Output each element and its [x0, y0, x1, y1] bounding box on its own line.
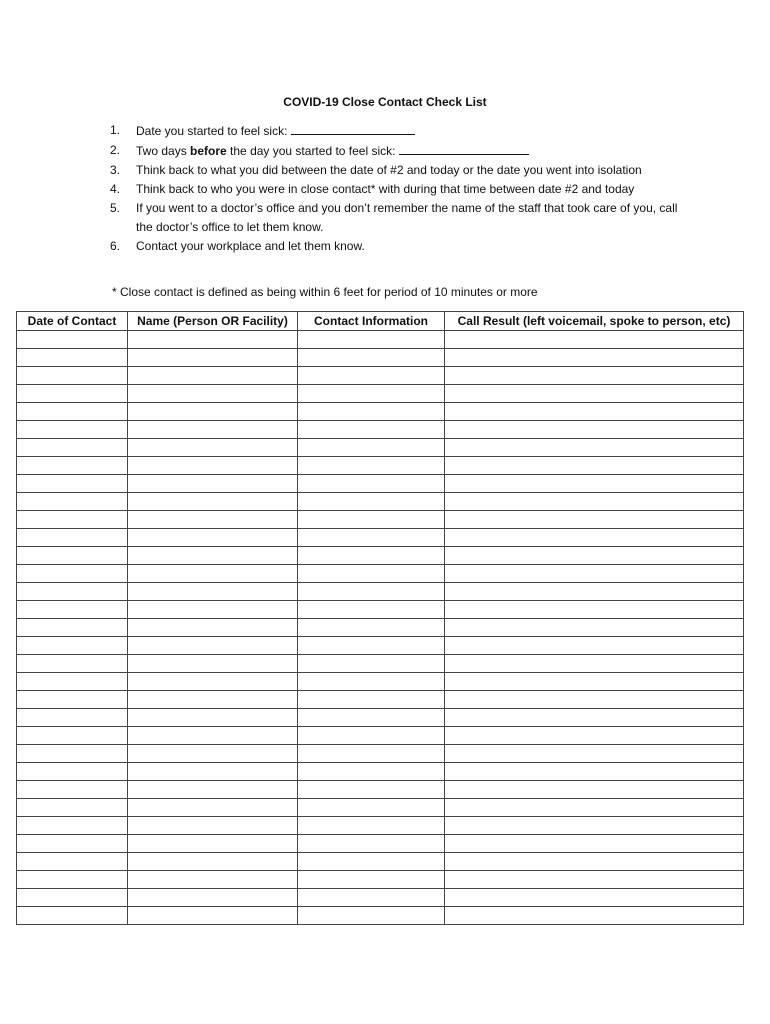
contact-info-cell[interactable] [298, 439, 445, 457]
contact-info-cell[interactable] [298, 673, 445, 691]
instructions-list [110, 121, 690, 256]
date-cell[interactable] [17, 709, 128, 727]
step-emphasis: before [190, 144, 227, 158]
name-cell[interactable] [128, 907, 298, 925]
table-row [17, 511, 744, 529]
table-row [17, 745, 744, 763]
contact-info-cell[interactable] [298, 493, 445, 511]
step-number: 5. [110, 201, 121, 215]
name-cell[interactable] [128, 655, 298, 673]
table-row [17, 493, 744, 511]
name-cell[interactable] [128, 871, 298, 889]
call-result-cell[interactable] [445, 763, 744, 781]
contact-info-cell[interactable] [298, 709, 445, 727]
table-row [17, 691, 744, 709]
instruction-step [110, 141, 690, 161]
call-result-cell[interactable] [445, 367, 744, 385]
name-cell[interactable] [128, 475, 298, 493]
contact-info-cell[interactable] [298, 853, 445, 871]
call-result-cell[interactable] [445, 349, 744, 367]
contact-info-cell[interactable] [298, 907, 445, 925]
name-cell[interactable] [128, 709, 298, 727]
call-result-cell[interactable] [445, 511, 744, 529]
date-cell[interactable] [17, 331, 128, 349]
name-cell[interactable] [128, 349, 298, 367]
contact-log-table [16, 311, 744, 925]
contact-info-cell[interactable] [298, 601, 445, 619]
name-cell[interactable] [128, 493, 298, 511]
contact-info-cell[interactable] [298, 511, 445, 529]
call-result-cell[interactable] [445, 385, 744, 403]
step-text: If you went to a doctor’s office and you don’t remember the name of the staff that took care of you, call the doctor’s office to let them know. [136, 201, 678, 234]
column-header-contact-info: Contact Information [298, 312, 445, 331]
table-row [17, 601, 744, 619]
table-row [17, 907, 744, 925]
name-cell[interactable] [128, 403, 298, 421]
name-cell[interactable] [128, 367, 298, 385]
table-row [17, 331, 744, 349]
call-result-cell[interactable] [445, 907, 744, 925]
call-result-cell[interactable] [445, 889, 744, 907]
call-result-cell[interactable] [445, 619, 744, 637]
name-cell[interactable] [128, 601, 298, 619]
table-row [17, 655, 744, 673]
table-row [17, 475, 744, 493]
contact-info-cell[interactable] [298, 619, 445, 637]
contact-info-cell[interactable] [298, 817, 445, 835]
call-result-cell[interactable] [445, 745, 744, 763]
call-result-cell[interactable] [445, 421, 744, 439]
name-cell[interactable] [128, 385, 298, 403]
date-cell[interactable] [17, 565, 128, 583]
step-text: Two days [136, 144, 191, 158]
contact-info-cell[interactable] [298, 889, 445, 907]
date-cell[interactable] [17, 889, 128, 907]
contact-rows [17, 331, 744, 925]
sick-date-blank-line[interactable] [291, 121, 415, 135]
table-row [17, 853, 744, 871]
date-cell[interactable] [17, 601, 128, 619]
date-cell[interactable] [17, 673, 128, 691]
contact-info-cell[interactable] [298, 403, 445, 421]
call-result-cell[interactable] [445, 601, 744, 619]
name-cell[interactable] [128, 745, 298, 763]
date-cell[interactable] [17, 439, 128, 457]
date-cell[interactable] [17, 655, 128, 673]
table-row [17, 565, 744, 583]
date-cell[interactable] [17, 637, 128, 655]
call-result-cell[interactable] [445, 583, 744, 601]
date-cell[interactable] [17, 367, 128, 385]
step-text: Date you started to feel sick: [136, 124, 288, 138]
table-row [17, 403, 744, 421]
call-result-cell[interactable] [445, 673, 744, 691]
contact-info-cell[interactable] [298, 475, 445, 493]
table-header-row [17, 312, 744, 331]
date-cell[interactable] [17, 493, 128, 511]
call-result-cell[interactable] [445, 637, 744, 655]
table-row [17, 583, 744, 601]
date-cell[interactable] [17, 511, 128, 529]
date-cell[interactable] [17, 853, 128, 871]
call-result-cell[interactable] [445, 331, 744, 349]
name-cell[interactable] [128, 889, 298, 907]
call-result-cell[interactable] [445, 835, 744, 853]
step-text: the day you started to feel sick: [226, 144, 396, 158]
call-result-cell[interactable] [445, 493, 744, 511]
step-text: Contact your workplace and let them know. [136, 239, 365, 253]
call-result-cell[interactable] [445, 691, 744, 709]
date-cell[interactable] [17, 745, 128, 763]
column-header-name: Name (Person OR Facility) [128, 312, 298, 331]
call-result-cell[interactable] [445, 871, 744, 889]
table-row [17, 547, 744, 565]
table-row [17, 385, 744, 403]
name-cell[interactable] [128, 583, 298, 601]
table-row [17, 781, 744, 799]
table-row [17, 421, 744, 439]
date-cell[interactable] [17, 475, 128, 493]
table-row [17, 727, 744, 745]
name-cell[interactable] [128, 835, 298, 853]
name-cell[interactable] [128, 637, 298, 655]
instruction-step [110, 199, 690, 237]
contact-info-cell[interactable] [298, 799, 445, 817]
step-number: 4. [110, 182, 121, 196]
contact-info-cell[interactable] [298, 745, 445, 763]
table-row [17, 889, 744, 907]
contact-info-cell[interactable] [298, 385, 445, 403]
table-row [17, 763, 744, 781]
call-result-cell[interactable] [445, 439, 744, 457]
name-cell[interactable] [128, 853, 298, 871]
date-cell[interactable] [17, 781, 128, 799]
step-number: 2. [110, 143, 121, 157]
name-cell[interactable] [128, 457, 298, 475]
date-cell[interactable] [17, 799, 128, 817]
contact-info-cell[interactable] [298, 781, 445, 799]
two-days-before-blank-line[interactable] [399, 141, 529, 155]
name-cell[interactable] [128, 727, 298, 745]
call-result-cell[interactable] [445, 853, 744, 871]
instruction-step [110, 121, 690, 141]
step-number: 3. [110, 163, 121, 177]
name-cell[interactable] [128, 763, 298, 781]
name-cell[interactable] [128, 331, 298, 349]
name-cell[interactable] [128, 619, 298, 637]
table-row [17, 367, 744, 385]
date-cell[interactable] [17, 727, 128, 745]
contact-info-cell[interactable] [298, 331, 445, 349]
date-cell[interactable] [17, 349, 128, 367]
call-result-cell[interactable] [445, 565, 744, 583]
call-result-cell[interactable] [445, 403, 744, 421]
contact-info-cell[interactable] [298, 529, 445, 547]
name-cell[interactable] [128, 529, 298, 547]
name-cell[interactable] [128, 421, 298, 439]
table-row [17, 349, 744, 367]
table-row [17, 799, 744, 817]
step-text: Think back to what you did between the date of #2 and today or the date you went into isolation [136, 163, 642, 177]
name-cell[interactable] [128, 547, 298, 565]
table-row [17, 529, 744, 547]
date-cell[interactable] [17, 529, 128, 547]
call-result-cell[interactable] [445, 709, 744, 727]
name-cell[interactable] [128, 673, 298, 691]
date-cell[interactable] [17, 619, 128, 637]
instruction-step [110, 180, 690, 199]
instruction-step [110, 237, 690, 256]
name-cell[interactable] [128, 781, 298, 799]
table-row [17, 709, 744, 727]
contact-info-cell[interactable] [298, 871, 445, 889]
date-cell[interactable] [17, 583, 128, 601]
contact-info-cell[interactable] [298, 727, 445, 745]
date-cell[interactable] [17, 403, 128, 421]
date-cell[interactable] [17, 763, 128, 781]
step-number: 1. [110, 123, 121, 137]
call-result-cell[interactable] [445, 781, 744, 799]
date-cell[interactable] [17, 691, 128, 709]
table-row [17, 817, 744, 835]
page-title: COVID-19 Close Contact Check List [283, 95, 487, 109]
contact-info-cell[interactable] [298, 349, 445, 367]
contact-info-cell[interactable] [298, 637, 445, 655]
date-cell[interactable] [17, 817, 128, 835]
step-text: Think back to who you were in close contact* with during that time between date #2 and today [136, 182, 635, 196]
date-cell[interactable] [17, 907, 128, 925]
call-result-cell[interactable] [445, 547, 744, 565]
date-cell[interactable] [17, 421, 128, 439]
date-cell[interactable] [17, 547, 128, 565]
name-cell[interactable] [128, 691, 298, 709]
contact-info-cell[interactable] [298, 655, 445, 673]
contact-info-cell[interactable] [298, 835, 445, 853]
close-contact-definition: * Close contact is defined as being within 6 feet for period of 10 minutes or more [112, 285, 538, 299]
date-cell[interactable] [17, 457, 128, 475]
call-result-cell[interactable] [445, 655, 744, 673]
call-result-cell[interactable] [445, 799, 744, 817]
date-cell[interactable] [17, 835, 128, 853]
call-result-cell[interactable] [445, 457, 744, 475]
column-header-date: Date of Contact [17, 312, 128, 331]
table-row [17, 835, 744, 853]
call-result-cell[interactable] [445, 475, 744, 493]
table-row [17, 457, 744, 475]
name-cell[interactable] [128, 439, 298, 457]
name-cell[interactable] [128, 799, 298, 817]
table-row [17, 619, 744, 637]
table-row [17, 637, 744, 655]
column-header-call-result: Call Result (left voicemail, spoke to person, etc) [445, 312, 744, 331]
contact-info-cell[interactable] [298, 565, 445, 583]
call-result-cell[interactable] [445, 727, 744, 745]
contact-info-cell[interactable] [298, 691, 445, 709]
name-cell[interactable] [128, 565, 298, 583]
table-row [17, 439, 744, 457]
contact-info-cell[interactable] [298, 457, 445, 475]
name-cell[interactable] [128, 817, 298, 835]
contact-info-cell[interactable] [298, 367, 445, 385]
call-result-cell[interactable] [445, 529, 744, 547]
step-number: 6. [110, 239, 121, 253]
contact-info-cell[interactable] [298, 547, 445, 565]
contact-info-cell[interactable] [298, 763, 445, 781]
instruction-step [110, 161, 690, 180]
table-row [17, 871, 744, 889]
contact-info-cell[interactable] [298, 583, 445, 601]
date-cell[interactable] [17, 871, 128, 889]
name-cell[interactable] [128, 511, 298, 529]
contact-info-cell[interactable] [298, 421, 445, 439]
table-row [17, 673, 744, 691]
call-result-cell[interactable] [445, 817, 744, 835]
date-cell[interactable] [17, 385, 128, 403]
